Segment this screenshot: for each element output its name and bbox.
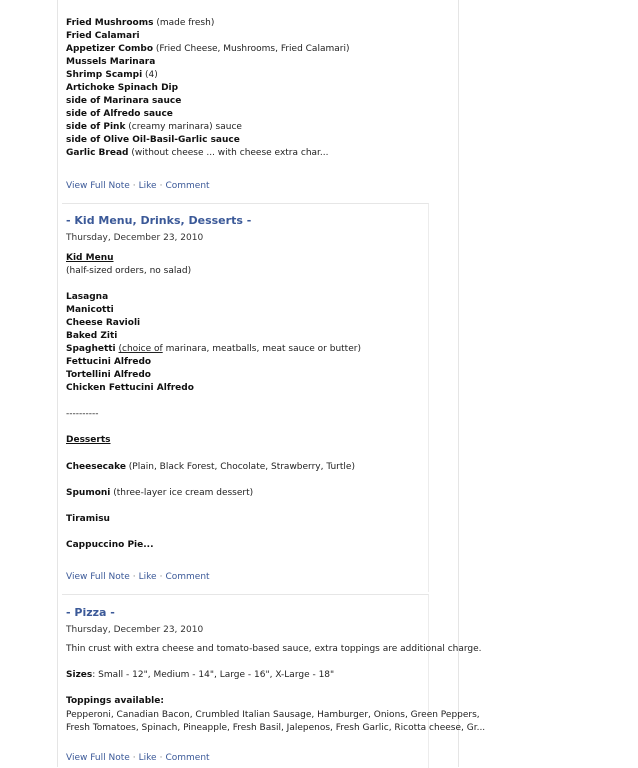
like-link[interactable]: Like [138,572,157,582]
view-full-note-link[interactable]: View Full Note [66,572,130,582]
menu-item [66,108,173,120]
separator: · [159,753,163,763]
menu-item-detail: (creamy marinara) sauce [125,122,242,132]
dessert-tiramisu: Tiramisu [66,514,110,524]
kid-item-spaghetti [66,343,361,355]
view-full-note-link[interactable]: View Full Note [66,181,130,191]
toppings-heading: Toppings available: [66,696,164,706]
spaghetti-name: Spaghetti [66,344,116,354]
comment-link[interactable]: Comment [165,181,210,191]
separator: · [159,181,163,191]
spumoni-name: Spumoni [66,488,111,498]
menu-item [66,69,158,81]
kid-item: Baked Ziti [66,331,118,341]
note2-container [62,203,429,592]
note3-actions [66,752,210,764]
menu-item-name: side of Pink [66,122,126,132]
spaghetti-choice: (choice of [118,344,163,354]
menu-item-detail: (without cheese ... with cheese extra char... [128,148,329,158]
menu-item-name: Artichoke Spinach Dip [66,83,179,93]
menu-item [66,43,349,55]
note3-container [62,594,429,768]
menu-item-name: side of Alfredo sauce [66,109,173,119]
comment-link[interactable]: Comment [165,572,210,582]
menu-item-name: Fried Calamari [66,31,140,41]
view-full-note-link[interactable]: View Full Note [66,753,130,763]
desserts-heading: Desserts [66,435,111,445]
dessert-cappuccino: Cappuccino Pie... [66,540,154,550]
menu-item [66,56,155,68]
pizza-description: Thin crust with extra cheese and tomato-based sauce, extra toppings are additional charge. [66,644,482,654]
kid-item: Lasagna [66,292,109,302]
menu-item [66,30,140,42]
menu-item-name: Fried Mushrooms [66,18,154,28]
menu-item-name: Shrimp Scampi [66,70,143,80]
menu-item [66,121,242,133]
note2-date: Thursday, December 23, 2010 [66,233,204,243]
menu-item [66,82,178,94]
note1-actions [66,180,210,192]
menu-item-name: Mussels Marinara [66,57,156,67]
pizza-sizes [66,669,334,681]
menu-item [66,17,214,29]
kid-menu-heading: Kid Menu [66,253,114,263]
cheesecake-name: Cheesecake [66,462,126,472]
menu-item-name: Appetizer Combo [66,44,154,54]
separator: · [132,181,136,191]
kid-menu-subtitle: (half-sized orders, no salad) [66,266,192,276]
menu-item-name: side of Olive Oil-Basil-Garlic sauce [66,135,240,145]
menu-item-name: side of Marinara sauce [66,96,182,106]
menu-item [66,95,181,107]
kid-item: Tortellini Alfredo [66,370,151,380]
separator: · [159,572,163,582]
menu-item [66,134,240,146]
note3-date: Thursday, December 23, 2010 [66,625,204,635]
like-link[interactable]: Like [138,181,157,191]
kid-item: Chicken Fettucini Alfredo [66,383,194,393]
kid-item: Fettucini Alfredo [66,357,152,367]
sizes-values: : Small - 12", Medium - 14", Large - 16", X-Large - 18" [92,670,335,680]
toppings-line-2: Fresh Tomatoes, Spinach, Pineapple, Fresh Basil, Jalepenos, Fresh Garlic, Ricotta cheese, Gr... [66,723,486,733]
dessert-spumoni [66,487,253,499]
kid-item: Manicotti [66,305,114,315]
note3-title[interactable]: - Pizza - [66,606,115,619]
spaghetti-options: marinara, meatballs, meat sauce or butter) [162,344,361,354]
note2-actions [66,571,210,583]
menu-item-detail: (made fresh) [153,18,215,28]
divider-text: ---------- [66,409,99,419]
menu-item-detail: (Fried Cheese, Mushrooms, Fried Calamari) [153,44,350,54]
separator: · [132,753,136,763]
like-link[interactable]: Like [138,753,157,763]
menu-item-detail: (4) [142,70,158,80]
note2-title[interactable]: - Kid Menu, Drinks, Desserts - [66,214,252,227]
sizes-label: Sizes [66,670,93,680]
menu-item-name: Garlic Bread [66,148,129,158]
toppings-line-1: Pepperoni, Canadian Bacon, Crumbled Italian Sausage, Hamburger, Onions, Green Peppers, [66,710,480,720]
comment-link[interactable]: Comment [165,753,210,763]
dessert-cheesecake [66,461,355,473]
spumoni-desc: (three-layer ice cream dessert) [110,488,254,498]
menu-item [66,147,329,159]
cheesecake-options: (Plain, Black Forest, Chocolate, Strawberry, Turtle) [125,462,355,472]
separator: · [132,572,136,582]
kid-item: Cheese Ravioli [66,318,141,328]
